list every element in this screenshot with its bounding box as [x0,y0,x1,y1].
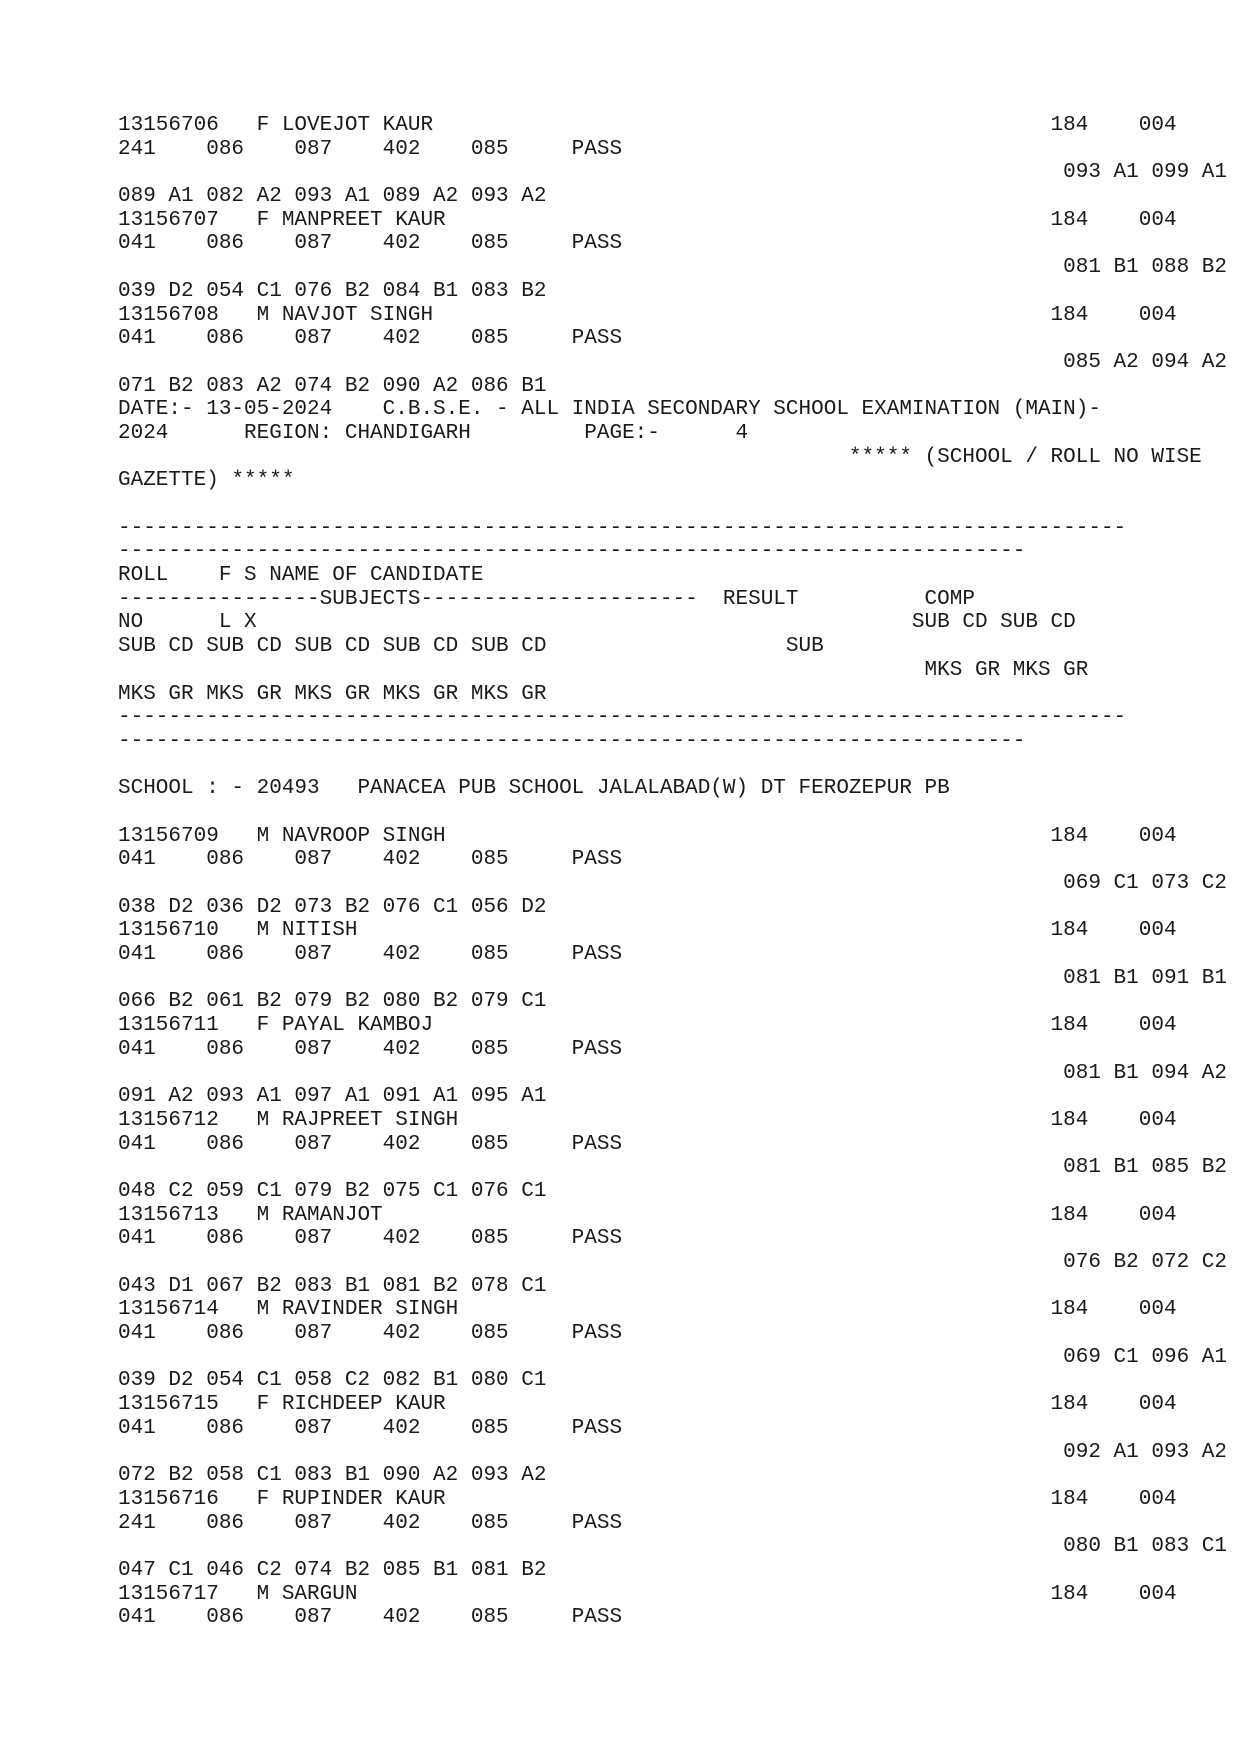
gazette-line: 081 B1 088 B2 [118,256,1227,280]
gazette-line: 080 B1 083 C1 [118,1535,1227,1559]
gazette-line: 066 B2 061 B2 079 B2 080 B2 079 C1 [118,990,547,1014]
gazette-line: GAZETTE) ***** [118,469,295,493]
gazette-line: 13156706 F LOVEJOT KAUR 184 004 [118,114,1177,137]
gazette-line: 041 086 087 402 085 PASS [118,943,623,967]
gazette-line: 13156715 F RICHDEEP KAUR 184 004 [118,1393,1177,1417]
gazette-line: 041 086 087 402 085 PASS [118,1416,623,1440]
gazette-line: 069 C1 073 C2 [118,872,1227,895]
gazette-line: 092 A1 093 A2 [118,1440,1227,1464]
gazette-line: 047 C1 046 C2 074 B2 085 B1 081 B2 [118,1558,547,1582]
gazette-line: 076 B2 072 C2 [118,1251,1227,1274]
gazette-line: ***** (SCHOOL / ROLL NO WISE [118,445,1202,469]
gazette-line [118,754,1228,778]
gazette-line: MKS GR MKS GR [118,658,1089,682]
gazette-line: 13156716 F RUPINDER KAUR 184 004 [118,1487,1177,1511]
gazette-line: 041 086 087 402 085 PASS [118,327,623,351]
gazette-line: DATE:- 13-05-2024 C.B.S.E. - ALL INDIA SECONDARY SCHOOL EXAMINATION (MAIN)- [118,398,1101,422]
gazette-line: 085 A2 094 A2 [118,350,1227,374]
gazette-line: 041 086 087 402 085 PASS [118,1322,623,1346]
gazette-line: 13156708 M NAVJOT SINGH 184 004 [118,303,1177,327]
gazette-line: 13156711 F PAYAL KAMBOJ 184 004 [118,1014,1177,1038]
gazette-line: ------------------------------------------------------------------------ [118,540,1026,564]
gazette-line: 081 B1 091 B1 [118,966,1227,990]
gazette-line: ----------------SUBJECTS---------------------- RESULT COMP [118,587,975,611]
gazette-line: 13156717 M SARGUN 184 004 [118,1582,1177,1606]
gazette-line [118,493,1228,517]
gazette-line: 072 B2 058 C1 083 B1 090 A2 093 A2 [118,1464,547,1488]
gazette-line: MKS GR MKS GR MKS GR MKS GR MKS GR [118,682,547,706]
gazette-line: 043 D1 067 B2 083 B1 081 B2 078 C1 [118,1274,547,1298]
gazette-line: 2024 REGION: CHANDIGARH PAGE:- 4 [118,421,749,445]
gazette-line: ------------------------------------------------------------------------ [118,729,1026,753]
gazette-line: 081 B1 094 A2 [118,1061,1227,1085]
gazette-line: ROLL F S NAME OF CANDIDATE [118,564,484,588]
gazette-line: -------------------------------------------------------------------------------- [118,706,1127,730]
gazette-line: 041 086 087 402 085 PASS [118,848,623,872]
gazette-line: SCHOOL : - 20493 PANACEA PUB SCHOOL JALALABAD(W) DT FEROZEPUR PB [118,777,950,801]
gazette-line: 048 C2 059 C1 079 B2 075 C1 076 C1 [118,1179,547,1203]
gazette-line: 241 086 087 402 085 PASS [118,1511,623,1535]
gazette-line: 13156712 M RAJPREET SINGH 184 004 [118,1108,1177,1132]
gazette-line: 13156709 M NAVROOP SINGH 184 004 [118,824,1177,848]
gazette-line: 038 D2 036 D2 073 B2 076 C1 056 D2 [118,895,547,919]
gazette-line: 081 B1 085 B2 [118,1156,1227,1180]
gazette-line: 241 086 087 402 085 PASS [118,137,623,161]
gazette-line: 089 A1 082 A2 093 A1 089 A2 093 A2 [118,185,547,209]
gazette-line: 071 B2 083 A2 074 B2 090 A2 086 B1 [118,374,547,398]
gazette-line: 041 086 087 402 085 PASS [118,1132,623,1156]
gazette-line: 041 086 087 402 085 PASS [118,1037,623,1061]
gazette-line: 041 086 087 402 085 PASS [118,232,623,256]
gazette-line: -------------------------------------------------------------------------------- [118,516,1127,540]
gazette-page [118,114,1228,1630]
gazette-line: 091 A2 093 A1 097 A1 091 A1 095 A1 [118,1085,547,1109]
gazette-line [118,801,1228,825]
gazette-line: 13156710 M NITISH 184 004 [118,919,1177,943]
gazette-line: 13156713 M RAMANJOT 184 004 [118,1203,1177,1227]
gazette-line: SUB CD SUB CD SUB CD SUB CD SUB CD SUB [118,635,824,659]
gazette-line: 13156714 M RAVINDER SINGH 184 004 [118,1298,1177,1322]
gazette-line: 041 086 087 402 085 PASS [118,1606,623,1630]
gazette-line: 041 086 087 402 085 PASS [118,1227,623,1251]
gazette-line: 069 C1 096 A1 [118,1345,1227,1369]
gazette-line: 093 A1 099 A1 [118,161,1227,185]
gazette-line: 13156707 F MANPREET KAUR 184 004 [118,208,1177,232]
gazette-line: NO L X SUB CD SUB CD [118,611,1076,635]
gazette-line: 039 D2 054 C1 058 C2 082 B1 080 C1 [118,1369,547,1393]
gazette-line: 039 D2 054 C1 076 B2 084 B1 083 B2 [118,279,547,303]
